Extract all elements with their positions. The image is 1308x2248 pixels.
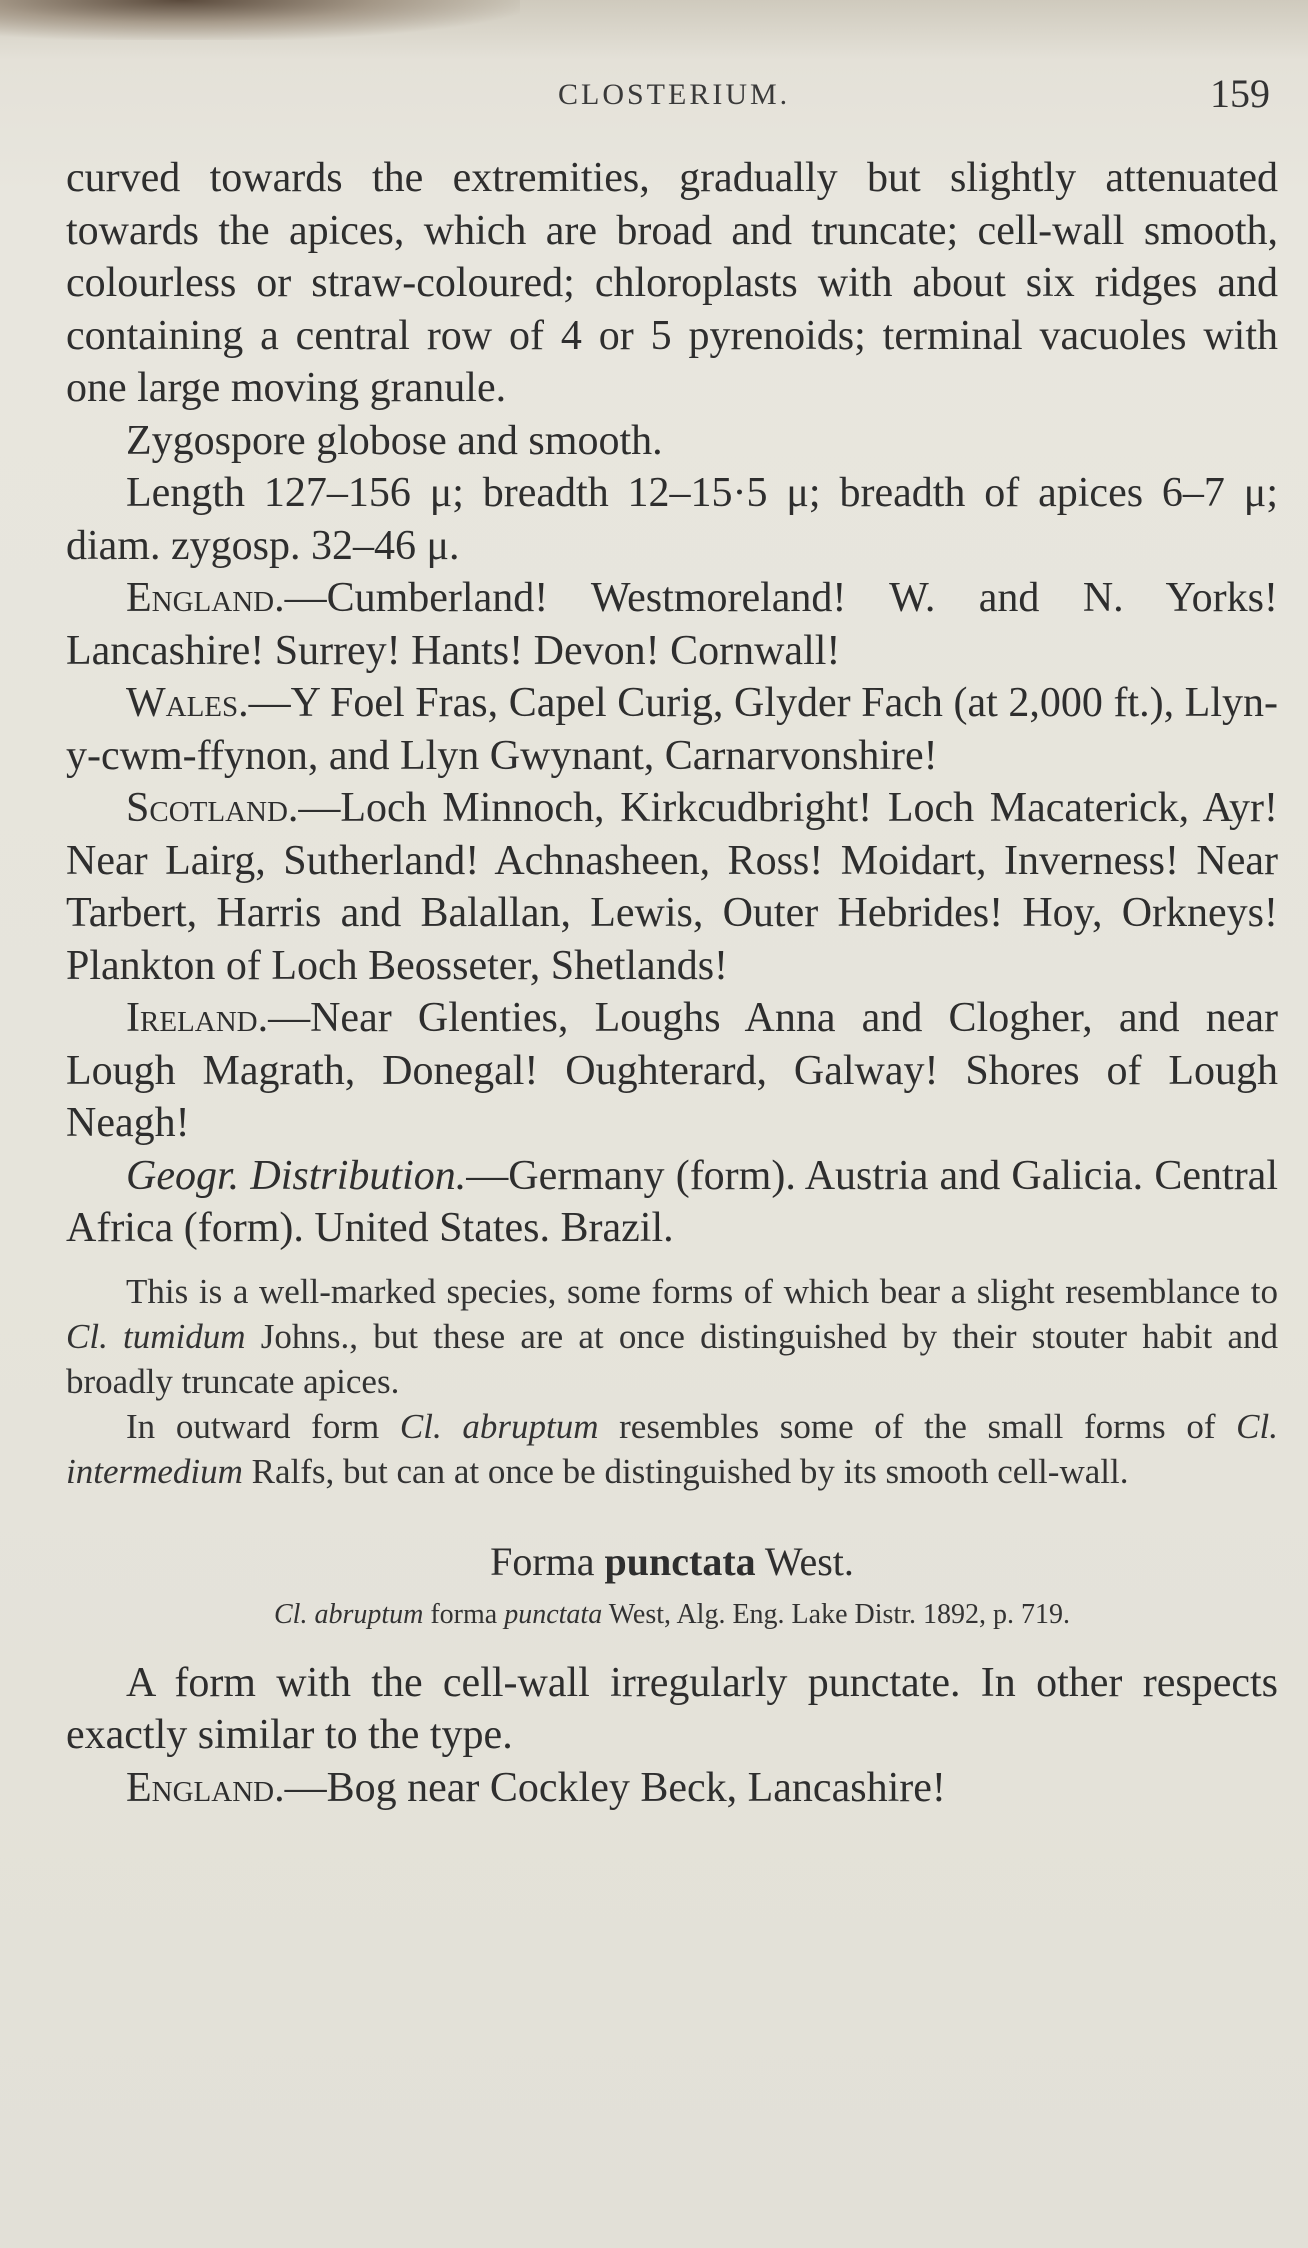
note-text: Ralfs, but can at once be distinguished by its smooth cell-wall. — [242, 1451, 1129, 1491]
region-label: Wales. — [126, 680, 249, 726]
forma-locality — [66, 1762, 1278, 1815]
note-text: Johns., but these are at once distinguished by their stouter habit and broadly truncate apices. — [66, 1316, 1278, 1401]
locality-text: —Y Foel Fras, Capel Curig, Glyder Fach (at 2,000 ft.), Llyn-y-cwm-ffynon, and Llyn Gwynant, Carnarvonshire! — [66, 680, 1278, 779]
page-body — [66, 152, 1278, 1814]
page-edge-shadow — [0, 0, 520, 40]
citation-text: forma — [423, 1598, 505, 1630]
taxon-name: Cl. tumidum — [66, 1316, 246, 1356]
distribution-label: Geogr. Distribution. — [126, 1152, 467, 1199]
region-label: England. — [126, 575, 285, 621]
region-label: England. — [126, 1764, 285, 1811]
locality-ireland — [66, 992, 1278, 1150]
locality-wales — [66, 677, 1278, 782]
forma-description-paragraph: A form with the cell-wall irregularly punctate. In other respects exactly similar to the type. — [66, 1659, 1278, 1758]
distribution-paragraph — [66, 1150, 1278, 1255]
forma-author: West. — [755, 1538, 854, 1584]
forma-heading — [66, 1538, 1278, 1585]
locality-text: —Near Glenties, Loughs Anna and Clogher, and near Lough Magrath, Donegal! Oughterard, Galway! Shores of Lough Neagh! — [66, 995, 1278, 1146]
forma-citation — [66, 1599, 1278, 1631]
region-label: Ireland. — [126, 995, 269, 1041]
page-number: 159 — [1210, 71, 1270, 116]
note-text: This is a well-marked species, some forms of which bear a slight resemblance to — [126, 1271, 1278, 1311]
taxon-name: Cl. abruptum — [399, 1406, 599, 1446]
forma-name: punctata — [604, 1538, 756, 1584]
note-paragraph-1 — [66, 1269, 1278, 1404]
measurements-paragraph: Length 127–156 μ; breadth 12–15·5 μ; breadth of apices 6–7 μ; diam. zygosp. 32–46 μ. — [66, 470, 1278, 569]
forma-prefix: Forma — [490, 1538, 605, 1584]
zygospore-paragraph: Zygospore globose and smooth. — [126, 417, 663, 464]
species-description — [66, 152, 1278, 1255]
locality-scotland — [66, 782, 1278, 992]
citation-text: West, Alg. Eng. Lake Distr. 1892, p. 719. — [602, 1598, 1070, 1630]
species-notes — [66, 1269, 1278, 1494]
citation-taxon: Cl. abruptum — [274, 1598, 424, 1630]
region-label: Scotland. — [126, 785, 299, 831]
locality-text: —Loch Minnoch, Kirkcudbright! Loch Macaterick, Ayr! Near Lairg, Sutherland! Achnasheen, Ross! Moidart, Inverness! Near Tarbert, Harris and Balallan, Lewis, Outer Hebrides! Hoy, Orkneys! Plankton of Loch Beosseter, Shetlands! — [66, 785, 1278, 989]
note-text: resembles some of the small forms of — [598, 1406, 1237, 1446]
locality-text: —Cumberland! Westmoreland! W. and N. Yorks! Lancashire! Surrey! Hants! Devon! Cornwall! — [66, 575, 1278, 674]
citation-taxon: punctata — [504, 1598, 603, 1630]
description-paragraph: curved towards the extremities, gradually but slightly attenuated towards the apices, which are broad and truncate; cell-wall smooth, colourless or straw-coloured; chloroplasts with about six ridges and containing a central row of 4 or 5 pyrenoids; terminal vacuoles with one large moving granule. — [66, 155, 1278, 411]
locality-england — [66, 572, 1278, 677]
locality-text: —Bog near Cockley Beck, Lancashire! — [284, 1764, 946, 1811]
taxon-name: Cl. intermedium — [66, 1406, 1278, 1491]
running-head — [0, 70, 1308, 120]
note-text: In outward form — [126, 1406, 400, 1446]
note-paragraph-2 — [66, 1404, 1278, 1494]
forma-description — [66, 1657, 1278, 1815]
distribution-text: —Germany (form). Austria and Galicia. Central Africa (form). United States. Brazil. — [66, 1152, 1278, 1251]
running-title: CLOSTERIUM. — [558, 78, 791, 111]
